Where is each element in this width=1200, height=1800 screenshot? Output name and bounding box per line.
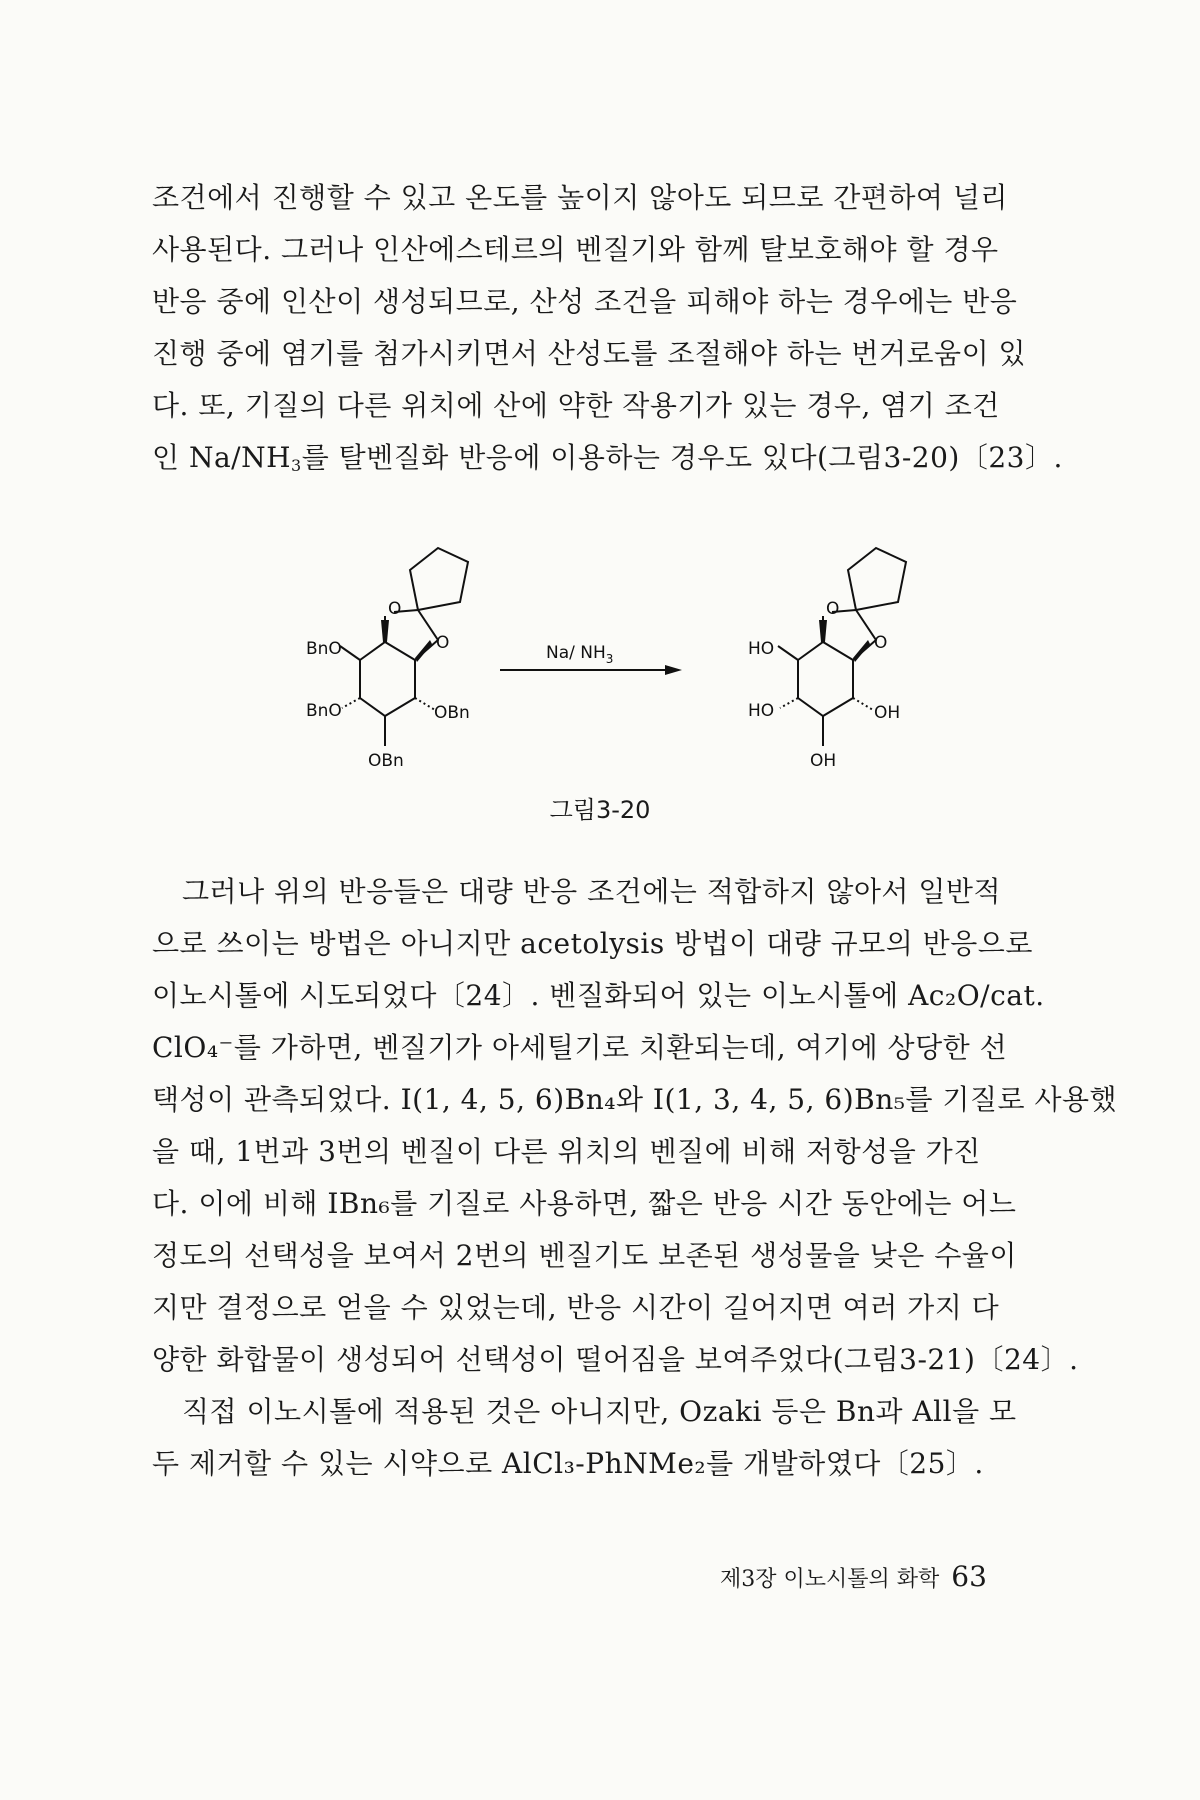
page-number: 63: [951, 1560, 987, 1593]
figure-caption: 그림3-20: [549, 796, 651, 824]
page-footer: [720, 1560, 1040, 1593]
label-bno-top: BnO: [306, 639, 342, 659]
atom-o-right: O: [436, 633, 450, 653]
subscript: 3: [291, 456, 302, 475]
arrow-head: [665, 665, 682, 675]
text-line: 그러나 위의 반응들은 대량 반응 조건에는 적합하지 않아서 일반적: [182, 875, 1002, 908]
reagent-subscript: 3: [605, 652, 614, 666]
reagent-label: [546, 643, 613, 666]
label-ho-top: HO: [748, 639, 775, 659]
atom-o-right: O: [874, 633, 888, 653]
text-fragment: 를 탈벤질화 반응에 이용하는 경우도 있다(그림3-20)〔23〕.: [301, 441, 1063, 474]
text-line: ClO₄⁻를 가하면, 벤질기가 아세틸기로 치환되는데, 여기에 상당한 선: [152, 1031, 1008, 1064]
paragraph-1: [152, 172, 1063, 492]
label-obn-bottom: OBn: [368, 751, 404, 771]
text-line: 진행 중에 염기를 첨가시키면서 산성도를 조절해야 하는 번거로움이 있: [152, 337, 1027, 370]
label-obn-right: OBn: [434, 703, 470, 723]
chapter-title: 제3장 이노시톨의 화학: [720, 1567, 940, 1592]
text-fragment: 인 Na/NH: [152, 441, 291, 474]
text-line: 사용된다. 그러나 인산에스테르의 벤질기와 함께 탈보호해야 할 경우: [152, 233, 999, 266]
text-line: 양한 화합물이 생성되어 선택성이 떨어짐을 보여주었다(그림3-21)〔24〕.: [152, 1343, 1079, 1376]
label-bno-left: BnO: [306, 701, 342, 721]
reaction-diagram: [270, 520, 950, 790]
text-line: 을 때, 1번과 3번의 벤질이 다른 위치의 벤질에 비해 저항성을 가진: [152, 1135, 981, 1168]
label-oh-right: OH: [874, 703, 901, 723]
atom-o-top: O: [826, 599, 840, 619]
text-line: 으로 쓰이는 방법은 아니지만 acetolysis 방법이 대량 규모의 반응으로: [152, 927, 1033, 960]
text-line: 조건에서 진행할 수 있고 온도를 높이지 않아도 되므로 간편하여 널리: [152, 181, 1008, 214]
ring-right: [798, 642, 853, 716]
text-line: 다. 이에 비해 IBn₆를 기질로 사용하면, 짧은 반응 시간 동안에는 어느: [152, 1187, 1017, 1220]
paragraph-2: [152, 866, 1118, 1386]
text-line: 반응 중에 인산이 생성되므로, 산성 조건을 피해야 하는 경우에는 반응: [152, 285, 1018, 318]
cyclopentane-left: [410, 548, 468, 610]
text-line: 정도의 선택성을 보여서 2번의 벤질기도 보존된 생성물을 낮은 수율이: [152, 1239, 1017, 1272]
paragraph-3: [152, 1386, 1028, 1490]
text-line: 직접 이노시톨에 적용된 것은 아니지만, Ozaki 등은 Bn과 All을 모: [182, 1395, 1017, 1428]
reaction-scheme: [270, 520, 950, 790]
text-line: 두 제거할 수 있는 시약으로 AlCl₃-PhNMe₂를 개발하였다〔25〕.: [152, 1447, 984, 1480]
label-oh-bottom: OH: [810, 751, 837, 771]
reagent-text: Na/ NH: [546, 643, 606, 663]
label-ho-left: HO: [748, 701, 775, 721]
text-line: 이노시톨에 시도되었다〔24〕. 벤질화되어 있는 이노시톨에 Ac₂O/cat.: [152, 979, 1045, 1012]
ring-left: [360, 642, 415, 716]
text-line: 다. 또, 기질의 다른 위치에 산에 약한 작용기가 있는 경우, 염기 조건: [152, 389, 1000, 422]
text-line: [152, 432, 1063, 492]
text-line: 택성이 관측되었다. I(1, 4, 5, 6)Bn₄와 I(1, 3, 4, 5, 6)Bn₅를 기질로 사용했: [152, 1083, 1118, 1116]
atom-o-top: O: [388, 599, 402, 619]
cyclopentane-right: [848, 548, 906, 610]
text-line: 지만 결정으로 얻을 수 있었는데, 반응 시간이 길어지면 여러 가지 다: [152, 1291, 1000, 1324]
